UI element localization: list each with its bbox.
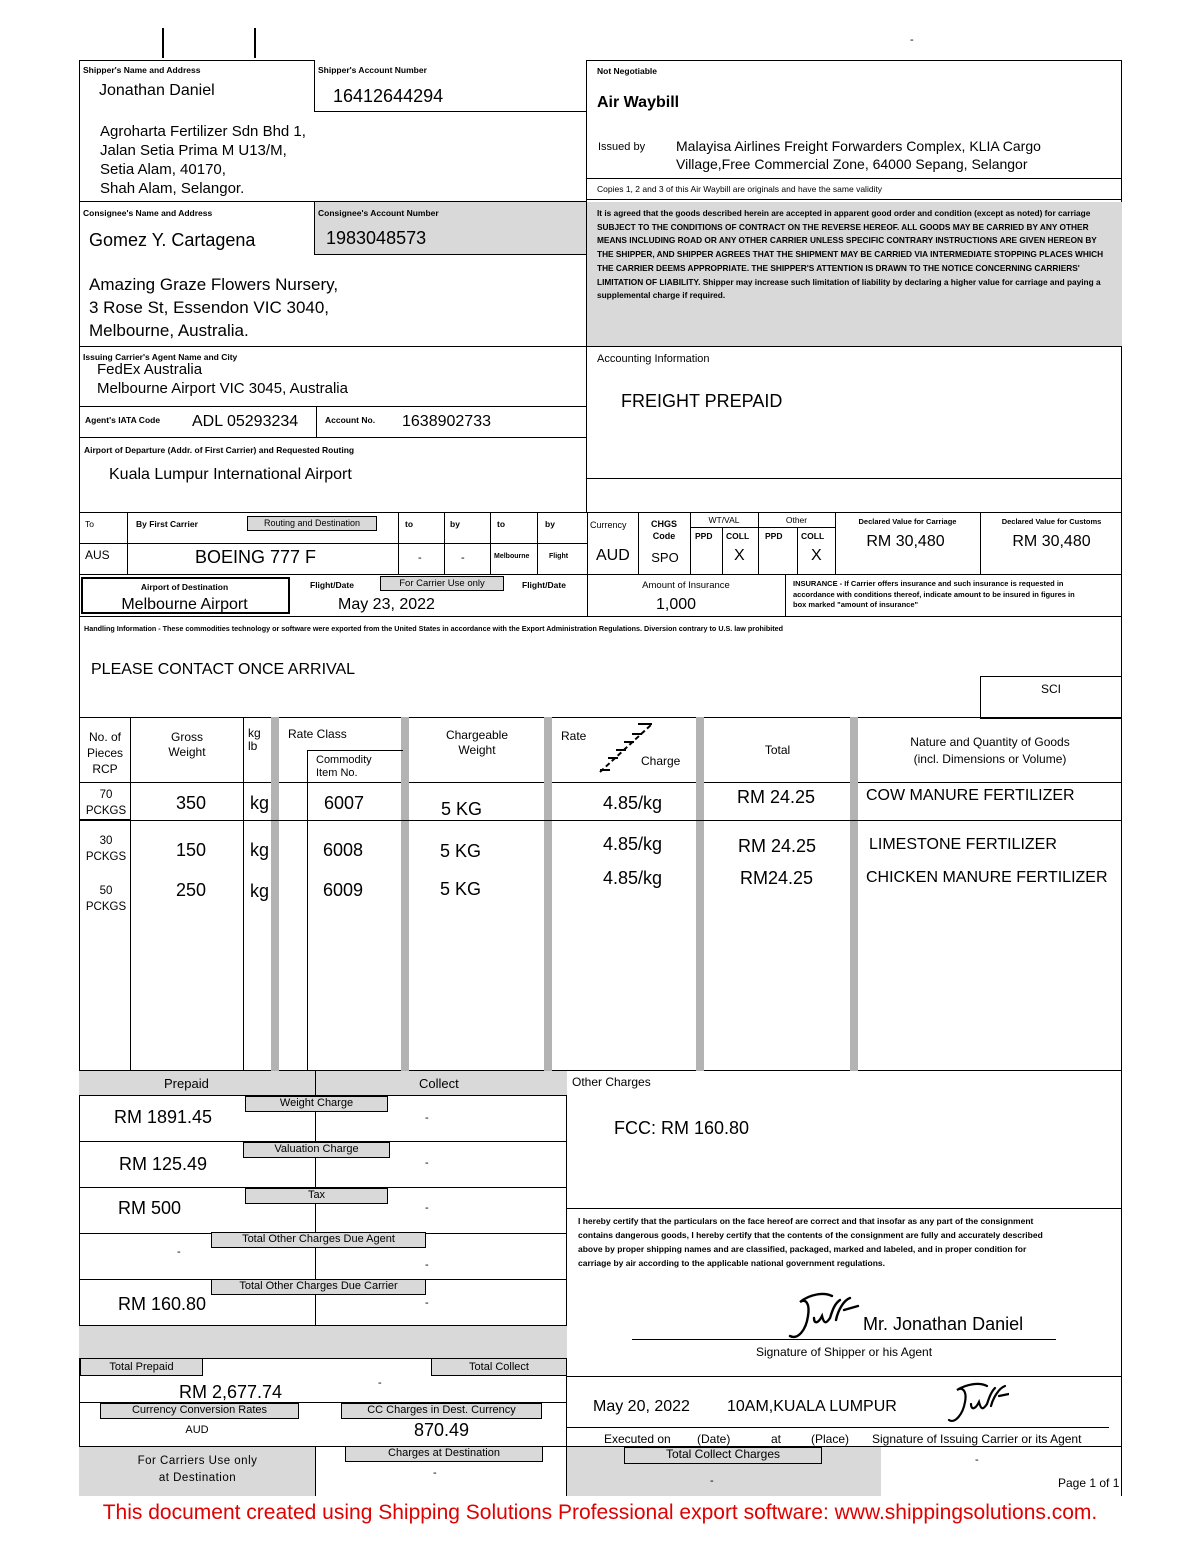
wtval-coll-mark: X (734, 547, 745, 564)
total-header: Total (764, 743, 791, 757)
other-label: Other (785, 515, 808, 525)
top-tick-right (254, 28, 256, 58)
row-1-rate: 4.85/kg (603, 793, 663, 813)
charges-at-dest-value: - (433, 1467, 437, 1479)
flight-date-value: May 23, 2022 (338, 596, 435, 613)
by2-value: - (461, 552, 465, 564)
valuation-prepaid: RM 125.49 (119, 1154, 208, 1174)
date-label: (Date) (697, 1432, 731, 1446)
terms-text: It is agreed that the goods described herein are accepted in apparent good order and condition (except as noted) for carriage SUBJECT TO THE CONDITIONS OF CONTRACT ON THE REVERSE HEREOF. ALL GOODS MAY BE CARRIED BY ANY OTHER MEANS INCLUDING ROAD OR ANY OTHER CARRIER UNLESS SPECIFIC CONTRARY INSTRUCTIONS ARE GIVEN HEREON BY THE SHIPPER, AND SHIPPER AGREES THAT THE SHIPMENT MAY BE CARRIED VIA INTERMEDIATE STOPPING PLACES WHICH THE CARRIER DEEMS APPROPRIATE. THE SHIPPER'S ATTENTION IS DRAWN TO THE NOTICE CONCERNING CARRIERS' LIMITATION OF LIABILITY. Shipper may increase such limitation of liability by declaring a higher value for carriage and paying a supplemental charge if required. (597, 208, 1104, 301)
dv-customs-label: Declared Value for Customs (1001, 517, 1102, 526)
agent-account-number: 1638902733 (402, 413, 491, 430)
sci-label: SCI (1041, 682, 1062, 696)
weight-prepaid: RM 1891.45 (114, 1107, 213, 1127)
other-charges-label: Other Charges (572, 1075, 651, 1089)
accounting-label: Accounting Information (597, 353, 710, 365)
agent-name: FedEx Australia (97, 361, 203, 378)
row-1-pieces: 70 PCKGS (85, 789, 127, 817)
row-1-gross: 350 (176, 793, 207, 813)
charges-at-dest-label: Charges at Destination (345, 1446, 543, 1462)
execution-top-line (567, 1376, 1122, 1377)
row-1-pieces-underline (79, 803, 130, 820)
accounting-value: FREIGHT PREPAID (621, 391, 783, 411)
total-collect-charges-label: Total Collect Charges (624, 1447, 822, 1464)
to-value: AUS (85, 548, 110, 562)
row-1-unit: kg (250, 793, 270, 813)
agent-label: Issuing Carrier's Agent Name and City (83, 352, 238, 362)
row-2-chargeable: 5 KG (440, 841, 482, 861)
to2-label: to (405, 519, 414, 529)
by-first-carrier-label: By First Carrier (136, 519, 198, 529)
routing-divider-2 (398, 513, 399, 575)
row-1-total: RM 24.25 (737, 787, 816, 807)
row-1-divider (79, 820, 1122, 821)
shipper-signature-line (632, 1339, 1056, 1340)
dv-carriage-value: RM 30,480 (866, 533, 945, 550)
goods-col-3 (307, 750, 308, 1071)
shipper-account-number: 16412644294 (333, 86, 444, 106)
dv-customs-value: RM 30,480 (1012, 533, 1091, 550)
accounting-divider (587, 478, 1122, 479)
execution-place: 10AM,KUALA LUMPUR (727, 1398, 897, 1415)
carrier-signature-label: Signature of Issuing Carrier or its Agent (872, 1432, 1082, 1446)
total-collect-value: - (378, 1377, 382, 1389)
weight-charge-label: Weight Charge (245, 1096, 388, 1112)
routing-divider-1 (127, 513, 128, 575)
dv-carriage-label: Declared Value for Carriage (858, 517, 957, 526)
issued-by-value: Malayisa Airlines Freight Forwarders Complex, KLIA Cargo Village,Free Commercial Zone, 64000 Sepang, Selangor (676, 138, 1041, 172)
awb-title: Air Waybill (597, 94, 680, 111)
charges-mid-divider (315, 1071, 316, 1346)
execution-line (567, 1427, 1109, 1428)
at-label: at (771, 1432, 782, 1446)
tax-prepaid: RM 500 (118, 1198, 182, 1218)
row-2-total: RM 24.25 (738, 836, 817, 856)
row-3-nature: CHICKEN MANURE FERTILIZER (866, 869, 1108, 886)
total-collect-label: Total Collect (431, 1358, 567, 1376)
collect-label: Collect (419, 1076, 459, 1091)
due-agent-prepaid: - (177, 1246, 181, 1258)
row-2-nature: LIMESTONE FERTILIZER (869, 836, 1057, 853)
not-negotiable-label: Not Negotiable (597, 66, 657, 76)
wtval-ppd-label: PPD (695, 531, 713, 541)
handling-value: PLEASE CONTACT ONCE ARRIVAL (91, 661, 356, 678)
certification-text: I hereby certify that the particulars on the face hereof are correct and that insofar as any part of the consignment contains dangerous goods, I hereby certify that the contents of the consignment are fully and accurately described above by proper shipping names and are classified, packaged, marked and labeled, and in proper condition for carriage by air according to the applicable national government regulations. (578, 1216, 1043, 1268)
goods-bar-2 (401, 717, 409, 1071)
flight-date-label: Flight/Date (310, 580, 354, 590)
due-agent-collect: - (425, 1259, 429, 1271)
routing-divider-11 (797, 527, 798, 575)
shipper-signature-icon (784, 1290, 860, 1342)
rate-class-header: Rate Class (288, 727, 347, 741)
commodity-header-line (307, 750, 403, 751)
conversion-value: AUD (185, 1424, 209, 1436)
destination-value: Melbourne Airport (121, 596, 248, 613)
departure-label: Airport of Departure (Addr. of First Carrier) and Requested Routing (84, 445, 355, 455)
carrier-use-label: For Carrier Use only (380, 576, 504, 591)
iata-label: Agent's IATA Code (85, 415, 161, 425)
commodity-header: Commodity Item No. (316, 754, 372, 779)
carrier-value: BOEING 777 F (195, 547, 317, 567)
shipper-label: Shipper's Name and Address (83, 65, 201, 75)
row-2-commodity: 6008 (323, 840, 364, 860)
destination-label: Airport of Destination (140, 582, 229, 592)
prepaid-label: Prepaid (164, 1076, 209, 1091)
handling-label: Handling Information - These commodities technology or software were exported from the United States in accordance with the Export Administration Regulations. Diversion contrary to U.S. law prohibited (84, 624, 784, 633)
consignee-account-number: 1983048573 (326, 228, 427, 248)
insurance-label: Amount of Insurance (642, 580, 730, 591)
goods-bar-4 (696, 717, 704, 1071)
weight-collect: - (425, 1112, 429, 1124)
top-dash: - (910, 34, 914, 46)
shipper-signatory-name: Mr. Jonathan Daniel (863, 1314, 1024, 1334)
other-charges-box (567, 1071, 1122, 1209)
row-2-rate: 4.85/kg (603, 834, 663, 854)
executed-on-label: Executed on (604, 1432, 671, 1446)
other-charges-value: FCC: RM 160.80 (614, 1118, 750, 1138)
by3-value: Flight (549, 553, 569, 560)
kglb-header: kg lb (248, 726, 261, 753)
row-3-gross: 250 (176, 880, 207, 900)
prepaid-collect-header (79, 1071, 567, 1096)
currency-value: AUD (596, 547, 630, 564)
agent-account-label: Account No. (325, 415, 376, 425)
shipper-signature-label: Signature of Shipper or his Agent (755, 1345, 933, 1359)
to3-label: to (497, 519, 506, 529)
top-tick-left (162, 28, 164, 58)
goods-col-2 (243, 717, 244, 1071)
execution-dash: - (975, 1454, 979, 1466)
routing-divider-9 (722, 527, 723, 575)
pieces-header: No. of Pieces RCP (86, 730, 124, 776)
by2-label: by (450, 519, 460, 529)
nature-header: Nature and Quantity of Goods (incl. Dimensions or Volume) (910, 735, 1070, 766)
goods-bar-3 (544, 717, 552, 1071)
departure-value: Kuala Lumpur International Airport (109, 466, 352, 483)
other-coll-label: COLL (801, 531, 825, 541)
valuation-charge-label: Valuation Charge (243, 1142, 390, 1158)
due-carrier-collect: - (425, 1297, 429, 1309)
other-coll-mark: X (811, 547, 822, 564)
copies-note: Copies 1, 2 and 3 of this Air Waybill are originals and have the same validity (597, 184, 883, 194)
row-1-commodity: 6007 (324, 793, 365, 813)
page-number: Page 1 of 1 (1058, 1476, 1120, 1490)
to3-value: Melbourne (494, 553, 530, 560)
to-label: To (85, 519, 94, 529)
row-3-rate: 4.85/kg (603, 868, 663, 888)
rate-header: Rate (561, 729, 587, 743)
flight-date2-label: Flight/Date (522, 580, 566, 590)
routing-divider-7 (638, 513, 639, 575)
to2-value: - (418, 552, 422, 564)
by3-label: by (545, 519, 555, 529)
consignee-name: Gomez Y. Cartagena (89, 230, 256, 250)
wtval-line (690, 527, 835, 528)
tax-collect: - (425, 1202, 429, 1214)
software-notice: This document created using Shipping Solutions Professional export software: www.shippingsolutions.com. (102, 1501, 1098, 1524)
shipper-account-label: Shipper's Account Number (318, 65, 427, 75)
wtval-coll-label: COLL (726, 531, 750, 541)
row-1-chargeable: 5 KG (441, 799, 483, 819)
dest-divider-2 (785, 575, 786, 617)
carrier-signature-icon (943, 1380, 1009, 1426)
chgs-value: SPO (651, 550, 679, 565)
other-ppd-label: PPD (765, 531, 783, 541)
tax-label: Tax (245, 1188, 388, 1204)
chargeable-header: Chargeable Weight (445, 728, 509, 757)
wtval-label: WT/VAL (708, 515, 740, 525)
row-3-chargeable: 5 KG (440, 879, 482, 899)
page-cell-top-line (881, 1446, 1122, 1447)
total-prepaid-label: Total Prepaid (80, 1358, 203, 1376)
goods-bar-1 (271, 717, 279, 1071)
iata-code: ADL 05293234 (192, 413, 299, 430)
row-1-nature: COW MANURE FERTILIZER (866, 787, 1075, 804)
charge-header: Charge (641, 754, 681, 768)
routing-mid-line (79, 543, 587, 544)
routing-divider-6 (587, 513, 588, 575)
goods-bar-5 (850, 717, 858, 1071)
issued-by-label: Issued by (598, 141, 646, 153)
agent-city: Melbourne Airport VIC 3045, Australia (97, 380, 348, 397)
insurance-note: INSURANCE - If Carrier offers insurance and such insurance is requested in accordance with conditions thereof, indicate amount to be insured in figures in box marked "amount of insurance" (793, 579, 1075, 609)
routing-divider-3 (444, 513, 445, 575)
carrier-use-dest-label: For Carriers Use only at Destination (137, 1455, 258, 1484)
consignee-account-label: Consignee's Account Number (318, 208, 439, 218)
row-2-pieces: 30 PCKGS (85, 835, 127, 863)
consignee-address: Amazing Graze Flowers Nursery, 3 Rose St, Essendon VIC 3040, Melbourne, Australia. (89, 275, 339, 340)
routing-divider-4 (490, 513, 491, 575)
gross-header: Gross Weight (168, 730, 206, 759)
due-carrier-label: Total Other Charges Due Carrier (211, 1279, 426, 1295)
shipper-address: Agroharta Fertilizer Sdn Bhd 1, Jalan Setia Prima M U13/M, Setia Alam, 40170, Shah Alam, Selangor. (100, 123, 306, 197)
cc-charges-value: 870.49 (413, 1420, 470, 1440)
insurance-value: 1,000 (655, 596, 697, 613)
row-2-unit: kg (250, 840, 270, 860)
row-3-pieces: 50 PCKGS (85, 885, 127, 913)
agent-codes-divider (316, 407, 317, 438)
routing-destination-label: Routing and Destination (247, 516, 377, 531)
currency-label: Currency (590, 520, 627, 530)
cc-charges-label: CC Charges in Dest. Currency (341, 1403, 542, 1419)
row-3-commodity: 6009 (323, 880, 364, 900)
total-collect-charges-value: - (710, 1475, 714, 1487)
place-label: (Place) (811, 1432, 850, 1446)
shipper-name: Jonathan Daniel (99, 82, 215, 99)
row-2-gross: 150 (176, 840, 207, 860)
total-prepaid-value: RM 2,677.74 (179, 1382, 283, 1402)
valuation-collect: - (425, 1157, 429, 1169)
routing-divider-5 (537, 513, 538, 575)
charges-gray-band (79, 1325, 567, 1358)
due-carrier-prepaid: RM 160.80 (118, 1294, 207, 1314)
chgs-label: CHGS Code (650, 519, 677, 541)
row-3-total: RM24.25 (740, 868, 814, 888)
due-agent-label: Total Other Charges Due Agent (211, 1232, 426, 1248)
row-3-unit: kg (250, 881, 270, 901)
conversion-label: Currency Conversion Rates (100, 1403, 299, 1419)
execution-date: May 20, 2022 (593, 1398, 690, 1415)
consignee-label: Consignee's Name and Address (83, 208, 213, 218)
